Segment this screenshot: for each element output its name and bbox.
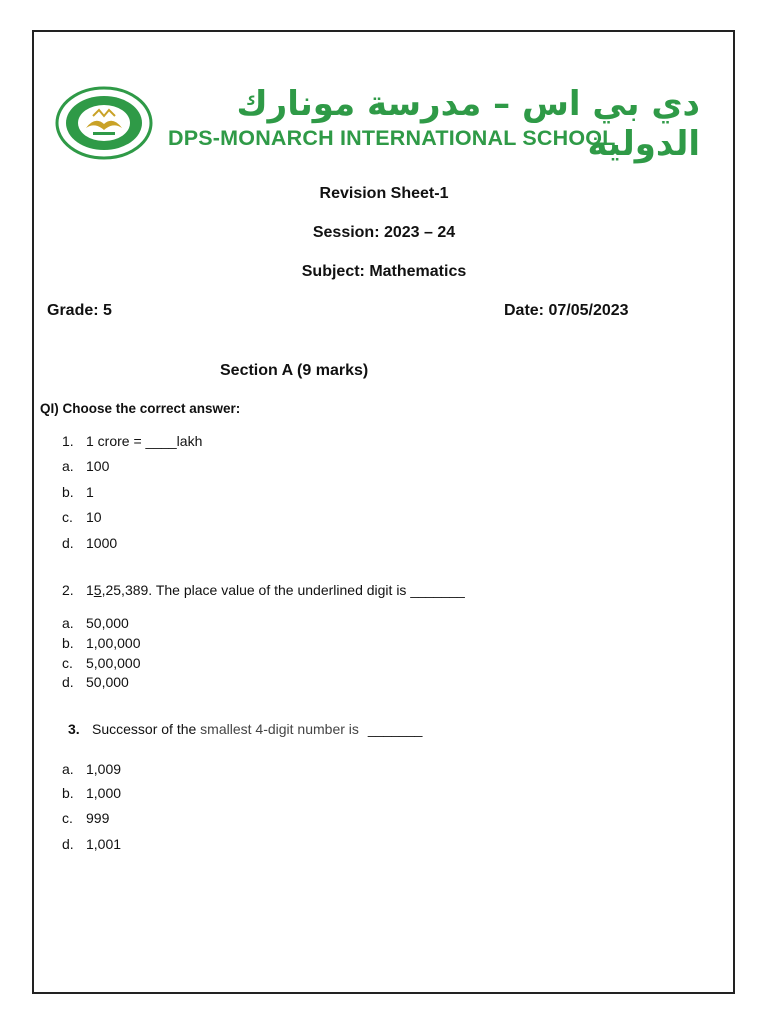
- option-text: 1,009: [86, 761, 122, 777]
- option-3a: [62, 761, 121, 777]
- sheet-title: Revision Sheet-1: [319, 185, 449, 202]
- session-label: Session: 2023 – 24: [312, 224, 456, 241]
- option-1b: [62, 484, 94, 500]
- option-1d: [62, 535, 117, 551]
- option-label: a.: [62, 615, 74, 631]
- section-heading: Section A (9 marks): [220, 362, 369, 379]
- question-number: 1.: [62, 433, 74, 449]
- page-border: [32, 30, 735, 994]
- option-text: 999: [86, 810, 110, 826]
- option-2b: [62, 635, 141, 651]
- option-text: 1,001: [86, 836, 122, 852]
- grade-label: Grade: 5: [47, 302, 112, 319]
- option-label: a.: [62, 761, 74, 777]
- option-label: d.: [62, 674, 74, 690]
- underlined-digit: 5: [93, 582, 102, 598]
- option-3b: [62, 785, 121, 801]
- school-logo: [55, 86, 153, 160]
- option-text: 50,000: [86, 615, 129, 631]
- option-text: 1,000: [86, 785, 122, 801]
- option-text: 5,00,000: [86, 655, 141, 671]
- option-label: b.: [62, 635, 74, 651]
- question-text-a: Successor of the: [92, 721, 201, 737]
- option-text: 1: [86, 484, 94, 500]
- option-1c: [62, 509, 102, 525]
- option-3d: [62, 836, 121, 852]
- option-label: d.: [62, 535, 74, 551]
- question-text: 1 crore = ____lakh: [86, 433, 203, 449]
- question-text-b: smallest 4-digit number is: [200, 721, 359, 737]
- option-label: c.: [62, 509, 73, 525]
- question-text-prefix: 1: [86, 582, 94, 598]
- school-name-arabic: دي بي اس – مدرسة مونارك الدولية: [236, 84, 700, 164]
- option-label: a.: [62, 458, 74, 474]
- option-text: 10: [86, 509, 102, 525]
- question-number: 2.: [62, 582, 74, 598]
- instruction-heading: QI) Choose the correct answer:: [40, 401, 241, 416]
- option-text: 50,000: [86, 674, 129, 690]
- question-1: [62, 433, 202, 449]
- option-3c: [62, 810, 109, 826]
- option-label: c.: [62, 810, 73, 826]
- option-label: b.: [62, 484, 74, 500]
- option-2a: [62, 615, 129, 631]
- school-name: DPS-MONARCH INTERNATIONAL SCHOOL: [168, 126, 616, 150]
- option-label: c.: [62, 655, 73, 671]
- answer-blank: _______: [367, 721, 423, 737]
- question-number: 3.: [68, 721, 80, 737]
- question-2: [62, 582, 465, 598]
- option-2c: [62, 655, 141, 671]
- option-text: 100: [86, 458, 110, 474]
- date-label: Date: 07/05/2023: [504, 302, 629, 319]
- question-text-suffix: ,25,389. The place value of the underlined digit is _______: [101, 582, 465, 598]
- option-text: 1000: [86, 535, 118, 551]
- subject-label: Subject: Mathematics: [301, 263, 467, 280]
- question-3: [68, 721, 422, 737]
- option-2d: [62, 674, 129, 690]
- option-label: d.: [62, 836, 74, 852]
- option-text: 1,00,000: [86, 635, 141, 651]
- option-label: b.: [62, 785, 74, 801]
- option-1a: [62, 458, 109, 474]
